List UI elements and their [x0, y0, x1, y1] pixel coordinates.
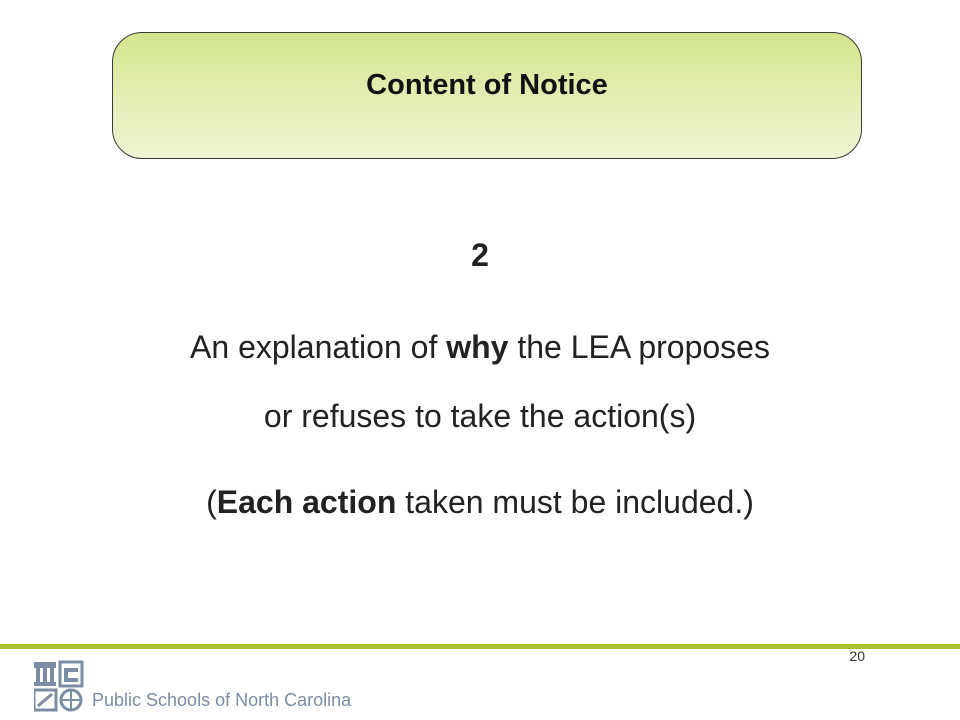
inclusion-note-pre: ( [206, 484, 217, 520]
explanation-line-1-pre: An explanation of [190, 329, 447, 365]
inclusion-note-emphasis: Each action [216, 484, 397, 520]
point-number: 2 [471, 237, 489, 273]
page-number: 20 [849, 648, 865, 664]
footer-logo-text: Public Schools of North Carolina [92, 690, 352, 710]
explanation-line-1-post: the LEA proposes [508, 329, 770, 365]
inclusion-note [0, 482, 960, 522]
footer-accent-bar [0, 644, 960, 649]
explanation-line-1 [0, 327, 960, 367]
explanation-emphasis-why: why [446, 329, 509, 365]
slide-title: Content of Notice [366, 69, 608, 101]
title-box [112, 32, 862, 159]
public-schools-nc-logo-icon [34, 660, 84, 712]
inclusion-note-post: taken must be included.) [396, 484, 754, 520]
explanation-line-2: or refuses to take the action(s) [263, 398, 697, 434]
